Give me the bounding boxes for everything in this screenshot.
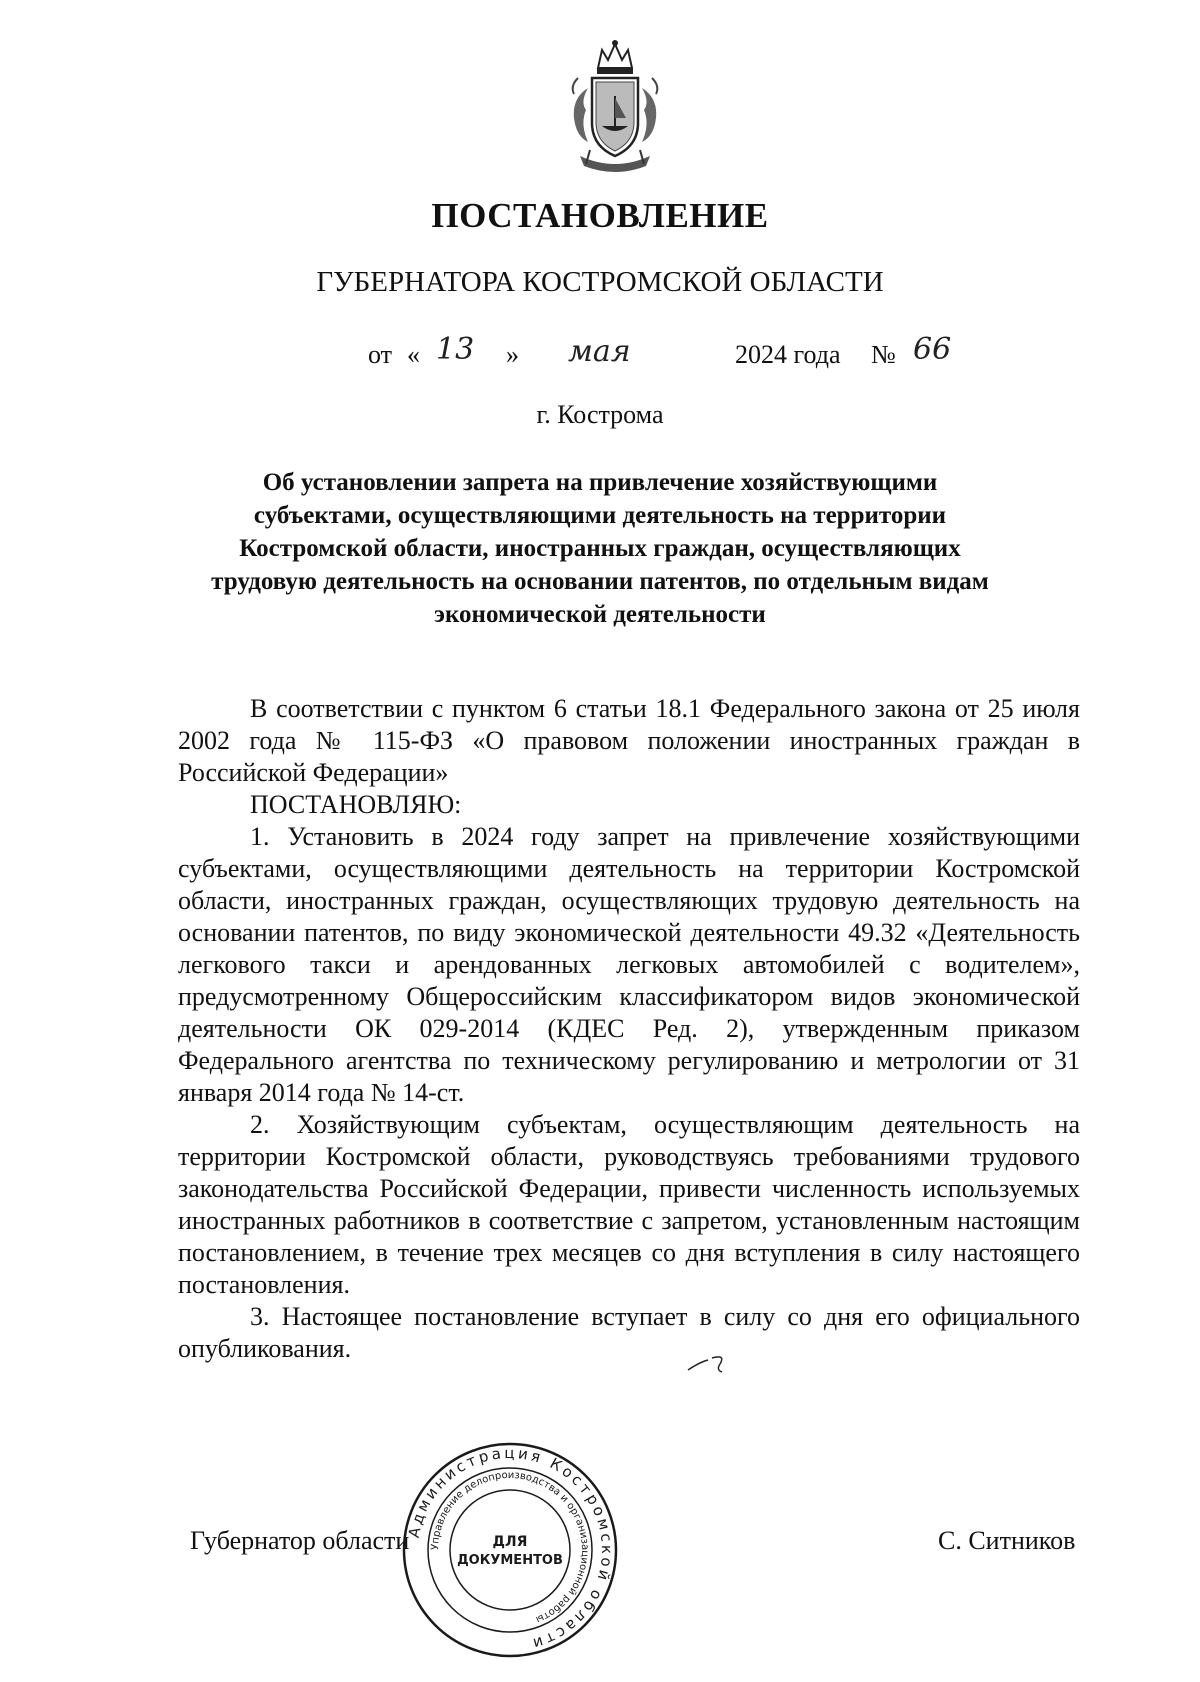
- document-body: [178, 693, 1080, 1365]
- stamp-center-line1: ДЛЯ: [492, 1534, 528, 1550]
- item-1: 1. Установить в 2024 году запрет на привлечение хозяйствующими субъектами, осуществляющими деятельность на территории Костромской области, иностранных граждан, осуществляющих трудовую деятельность на основании патентов, по виду экономической деятельности 49.32 «Деятельность легкового такси и арендованных легковых автомобилей с водителем», предусмотренному Общероссийским классификатором видов экономической деятельности ОК 029-2014 (КДЕС Ред. 2), утвержденным приказом Федерального агентства по техническому регулированию и метрологии от 31 января 2014 года № 14-ст.: [178, 822, 1080, 1107]
- item-2: 2. Хозяйствующим субъектам, осуществляющим деятельность на территории Костромской области, руководствуясь требованиями трудового законодательства Российской Федерации, привести численность используемых иностранных работников в соответствие с запретом, установленным настоящим постановлением, в течение трех месяцев со дня вступления в силу настоящего постановления.: [178, 1110, 1080, 1299]
- date-month: мая: [568, 334, 631, 369]
- official-stamp: [400, 1440, 620, 1660]
- signature-name: С. Ситников: [938, 1526, 1076, 1555]
- kostroma-coat-of-arms-icon: [550, 38, 680, 178]
- stamp-outer-text: Администрация Костромской области: [404, 1443, 617, 1654]
- date-line: [0, 332, 1200, 376]
- decree-word: ПОСТАНОВЛЯЮ:: [250, 790, 462, 819]
- number-sign: №: [871, 340, 896, 369]
- document-number: 66: [913, 332, 952, 367]
- stamp-center-line2: ДОКУМЕНТОВ: [457, 1553, 563, 1568]
- document-subtitle: ГУБЕРНАТОРА КОСТРОМСКОЙ ОБЛАСТИ: [316, 266, 884, 298]
- city: г. Кострома: [536, 400, 664, 429]
- date-prefix: от: [368, 340, 393, 369]
- signature-position: Губернатор области: [190, 1526, 410, 1555]
- date-year: 2024 года: [735, 340, 841, 369]
- date-day: 13: [436, 332, 475, 367]
- preamble: В соответствии с пунктом 6 статьи 18.1 Федерального закона от 25 июля 2002 года № 115-ФЗ «О правовом положении иностранных граждан в Российской Федерации»: [178, 694, 1080, 787]
- document-title: ПОСТАНОВЛЕНИЕ: [431, 196, 769, 235]
- stamp-inner-text: Управление делопроизводства и организационной работы: [429, 1469, 591, 1625]
- quote-open: «: [407, 340, 420, 369]
- quote-close: »: [506, 340, 519, 369]
- initials-scribble: [686, 1352, 730, 1374]
- item-3: 3. Настоящее постановление вступает в силу со дня его официального опубликования.: [178, 1302, 1080, 1363]
- document-heading: Об установлении запрета на привлечение хозяйствующими субъектами, осуществляющими деятельность на территории Костромской области, иностранных граждан, осуществляющих трудовую деятельность на основании патентов, по отдельным видам экономической деятельности: [211, 469, 989, 628]
